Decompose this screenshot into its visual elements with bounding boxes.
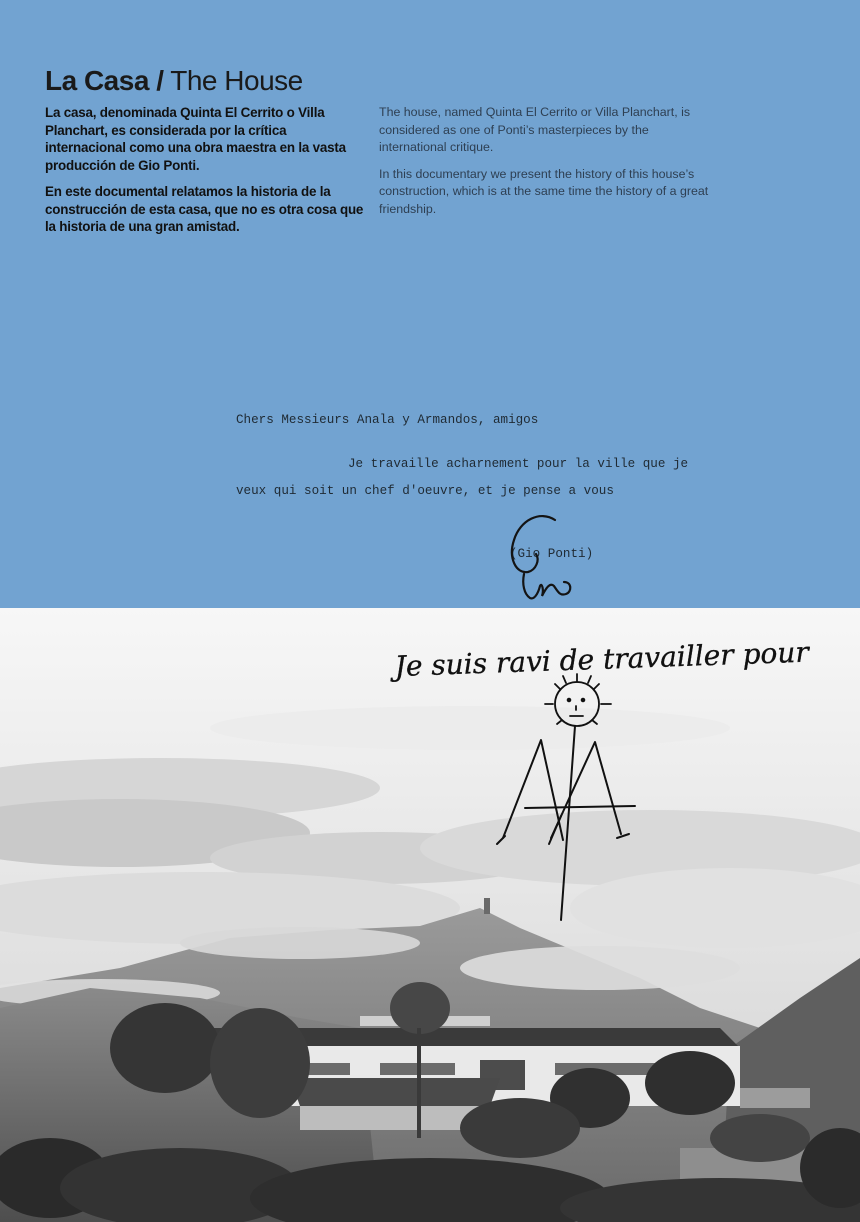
letter-line-1: Je travaille acharnement pour la ville que je xyxy=(348,457,689,471)
sun-sketch-icon xyxy=(545,674,611,726)
spanish-intro xyxy=(45,104,370,245)
title-english: The House xyxy=(170,65,303,96)
english-intro xyxy=(379,104,714,227)
spanish-paragraph-1: La casa, denominada Quinta El Cerrito o Villa Planchart, es considerada por la crítica internacional como una obra maestra en la vasta producción de Gio Ponti. xyxy=(45,105,346,173)
english-paragraph-1: The house, named Quinta El Cerrito or Villa Planchart, is considered as one of Ponti’s masterpieces by the international critique. xyxy=(379,105,691,154)
letter-line-2: veux qui soit un chef d'oeuvre, et je pense a vous xyxy=(236,484,614,498)
letter-greeting: Chers Messieurs Anala y Armandos, amigos xyxy=(236,413,539,427)
handwritten-note-script xyxy=(385,620,825,940)
title-separator: / xyxy=(156,65,164,96)
gio-ponti-signature-icon xyxy=(500,512,590,604)
spanish-paragraph-2: En este documental relatamos la historia de la construcción de esta casa, que no es otra cosa que la historia de una gran amistad. xyxy=(45,184,364,234)
handwritten-note-text: Je suis ravi de travailler pour xyxy=(394,635,810,683)
page-title xyxy=(45,64,303,98)
header-panel xyxy=(0,0,860,608)
english-paragraph-2: In this documentary we present the history of this house’s construction, which is at the same time the history of a great friendship. xyxy=(379,166,709,216)
title-spanish: La Casa xyxy=(45,65,149,96)
aa-monogram-icon xyxy=(497,726,635,920)
letter-signature-name: (Gio Ponti) xyxy=(510,547,594,561)
